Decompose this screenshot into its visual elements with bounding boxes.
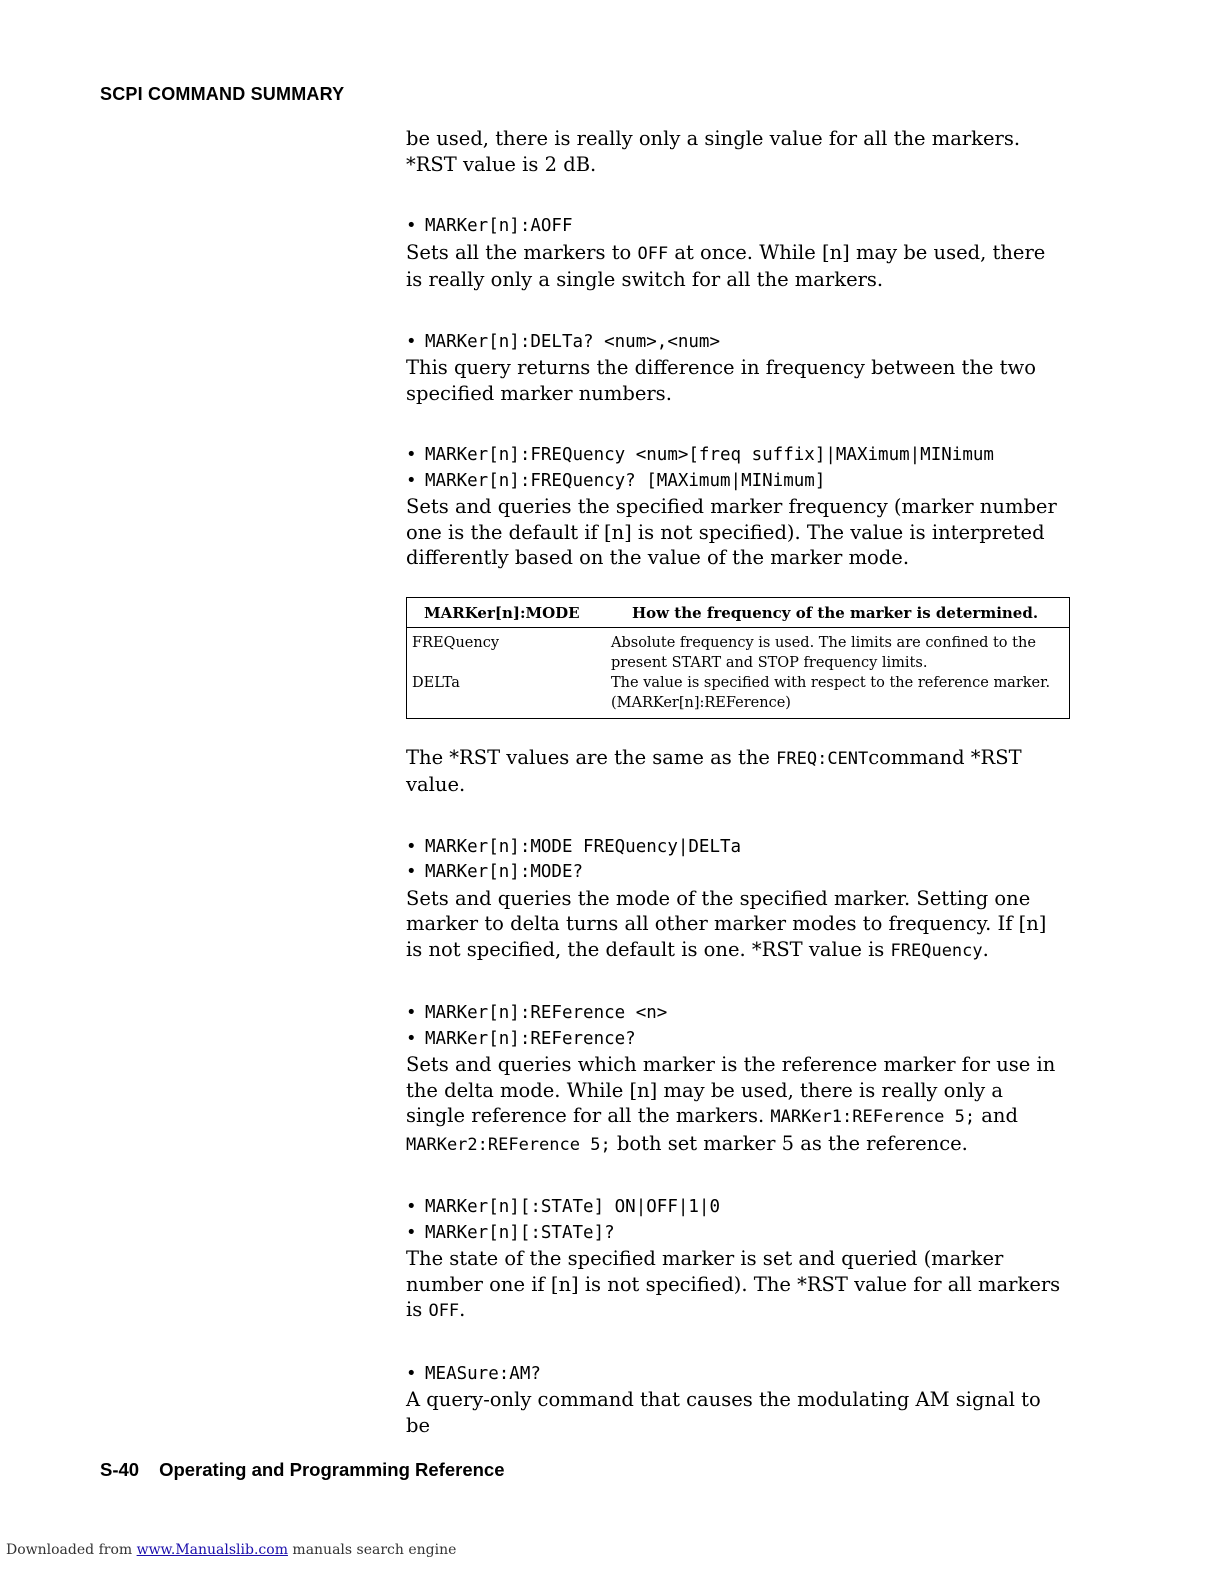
table-header <box>407 598 1069 628</box>
bullet-icon: • <box>406 1028 417 1049</box>
footer-title: Operating and Programming Reference <box>159 1459 505 1480</box>
bullet-icon: • <box>406 331 417 352</box>
command-text: MARKer[n]:MODE FREQuency|DELTa <box>425 836 742 857</box>
inline-code: FREQuency <box>890 940 983 961</box>
bullet-icon: • <box>406 862 417 882</box>
command-line <box>406 214 1066 240</box>
bullet-icon: • <box>406 1003 417 1023</box>
command-line <box>406 1362 1066 1388</box>
description: Sets and queries which marker is the reference marker for use in the delta mode. While [n] may be used, there is really only a single reference for all the markers. MARKer1:REFerence 5; and MARKer2:REFerence 5; both set marker 5 as the reference. <box>406 1053 1056 1155</box>
command-line <box>406 330 1066 356</box>
section-mode <box>406 835 1066 965</box>
table-cell-desc: Absolute frequency is used. The limits are confined to the present START and STOP frequency limits. <box>611 634 1036 671</box>
command-text: MARKer[n]:FREQuency? [MAXimum|MINimum] <box>425 470 826 491</box>
section-measure <box>406 1362 1066 1439</box>
command-line <box>406 469 1066 495</box>
table-body <box>407 628 1069 718</box>
command-line <box>406 1221 1066 1247</box>
table-row <box>407 633 1069 673</box>
table-cell-desc: The value is specified with respect to the reference marker. (MARKer[n]:REFerence) <box>611 674 1051 711</box>
section-reference <box>406 1001 1066 1158</box>
command-text: MARKer[n]:REFerence? <box>425 1028 636 1049</box>
bullet-icon: • <box>406 216 417 236</box>
rst-note: The *RST values are the same as the FREQ:CENTcommand *RST value. <box>406 745 1022 796</box>
table-row <box>407 673 1069 713</box>
section-delta <box>406 330 1066 407</box>
intro-paragraph <box>406 126 1066 177</box>
bullet-icon: • <box>406 1197 417 1217</box>
intro-line-2: *RST value is 2 dB. <box>406 152 597 176</box>
command-line <box>406 835 1066 861</box>
description: Sets all the markers to OFF at once. While [n] may be used, there is really only a single switch for all the markers. <box>406 240 1046 291</box>
page-number: S-40 <box>100 1459 140 1480</box>
inline-code: OFF <box>637 243 669 264</box>
bullet-icon: • <box>406 470 417 491</box>
description: This query returns the difference in frequency between the two specified marker numbers. <box>406 356 1036 405</box>
command-line <box>406 443 1066 469</box>
command-line <box>406 860 1066 886</box>
command-text: MARKer[n]:MODE? <box>425 862 584 882</box>
bullet-icon: • <box>406 1222 417 1243</box>
table-header-mode: MARKer[n]:MODE <box>424 603 580 622</box>
description: The state of the specified marker is set and queried (marker number one if [n] is not specified). The *RST value for all markers is OFF. <box>406 1247 1061 1321</box>
command-line <box>406 1001 1066 1027</box>
bullet-icon: • <box>406 1363 417 1384</box>
page-footer <box>100 1459 505 1481</box>
command-text: MARKer[n]:FREQuency <num>[freq suffix]|MAXimum|MINimum <box>425 445 994 465</box>
intro-line-1: be used, there is really only a single value for all the markers. <box>406 127 1021 150</box>
bullet-icon: • <box>406 836 417 857</box>
table-cell-mode: DELTa <box>412 674 460 691</box>
inline-code: MARKer2:REFerence 5; <box>406 1134 611 1155</box>
description: A query-only command that causes the modulating AM signal to be <box>406 1388 1041 1437</box>
inline-code: OFF <box>428 1301 460 1321</box>
document-body <box>406 126 1066 1438</box>
command-line <box>406 1027 1066 1053</box>
section-frequency <box>406 443 1066 571</box>
inline-code: FREQ:CENT <box>776 748 869 769</box>
command-text: MARKer[n]:REFerence <n> <box>425 1003 668 1023</box>
command-text: MARKer[n][:STATe]? <box>425 1222 615 1243</box>
download-notice: Downloaded from www.Manualslib.com manuals search engine <box>6 1542 457 1558</box>
marker-mode-table <box>406 597 1070 719</box>
inline-code: MARKer1:REFerence 5; <box>770 1107 976 1127</box>
page-header: SCPI COMMAND SUMMARY <box>100 84 345 104</box>
description: Sets and queries the mode of the specified marker. Setting one marker to delta turns all other marker modes to frequency. If [n] is not specified, the default is one. *RST value is FREQuency. <box>406 886 1047 961</box>
section-state <box>406 1195 1066 1325</box>
command-line <box>406 1195 1066 1221</box>
table-header-desc: How the frequency of the marker is determined. <box>632 603 1039 622</box>
table-cell-mode: FREQuency <box>412 634 500 651</box>
bullet-icon: • <box>406 445 417 465</box>
command-text: MARKer[n][:STATe] ON|OFF|1|0 <box>425 1197 721 1217</box>
manualslib-link[interactable]: www.Manualslib.com <box>136 1542 288 1558</box>
command-text: MARKer[n]:AOFF <box>425 216 573 236</box>
description: Sets and queries the specified marker frequency (marker number one is the default if [n] is not specified). The value is interpreted differently based on the value of the marker mode. <box>406 495 1057 569</box>
command-text: MARKer[n]:DELTa? <num>,<num> <box>425 331 721 352</box>
section-aoff <box>406 214 1066 293</box>
command-text: MEASure:AM? <box>425 1363 541 1384</box>
